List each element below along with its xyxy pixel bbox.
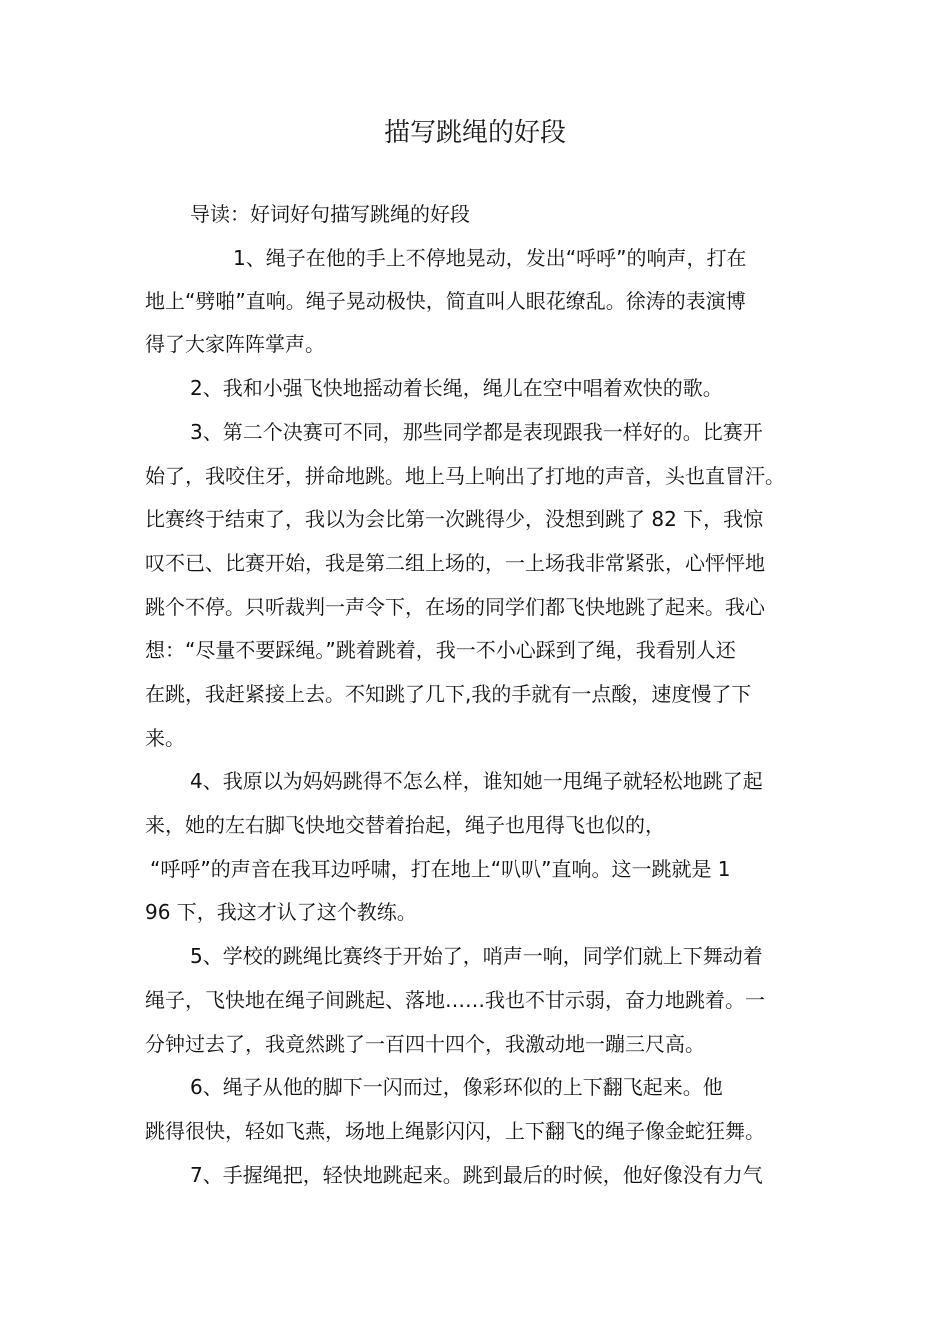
text-line: 始了，我咬住牙，拼命地跳。地上马上响出了打地的声音，头也直冒汗。 <box>145 464 785 488</box>
text-line: 地上“劈啪”直响。绳子晃动极快，简直叫人眼花缭乱。徐涛的表演博 <box>145 289 746 313</box>
text-line: 6、绳子从他的脚下一闪而过，像彩环似的上下翻飞起来。他 <box>190 1075 723 1099</box>
text-line: 来。 <box>145 726 185 750</box>
text-line: 1、绳子在他的手上不停地晃动，发出“呼呼”的响声，打在 <box>233 246 747 270</box>
text-line: 跳个不停。只听裁判一声令下，在场的同学们都飞快地跳了起来。我心 <box>145 595 765 619</box>
text-line: 想：“尽量不要踩绳。”跳着跳着，我一不小心踩到了绳，我看别人还 <box>145 638 736 662</box>
text-line: 5、学校的跳绳比赛终于开始了，哨声一响，同学们就上下舞动着 <box>190 944 763 968</box>
text-line: 在跳，我赶紧接上去。不知跳了几下,我的手就有一点酸，速度慢了下 <box>145 682 752 706</box>
text-line: 得了大家阵阵掌声。 <box>145 332 325 356</box>
intro-line: 导读：好词好句描写跳绳的好段 <box>190 202 470 226</box>
text-line: “呼呼”的声音在我耳边呼啸，打在地上“叭叭”直响。这一跳就是 1 <box>150 857 731 881</box>
text-line: 叹不已、比赛开始，我是第二组上场的，一上场我非常紧张，心怦怦地 <box>145 551 765 575</box>
text-line: 7、手握绳把，轻快地跳起来。跳到最后的时候，他好像没有力气 <box>190 1163 763 1187</box>
text-line: 绳子，飞快地在绳子间跳起、落地……我也不甘示弱，奋力地跳着。一 <box>145 988 765 1012</box>
text-line: 跳得很快，轻如飞燕，场地上绳影闪闪，上下翻飞的绳子像金蛇狂舞。 <box>145 1119 765 1143</box>
text-line: 4、我原以为妈妈跳得不怎么样，谁知她一甩绳子就轻松地跳了起 <box>190 769 763 793</box>
document-title: 描写跳绳的好段 <box>383 118 566 148</box>
text-line: 来，她的左右脚飞快地交替着抬起，绳子也甩得飞也似的， <box>145 813 665 837</box>
text-line: 96 下，我这才认了这个教练。 <box>145 900 417 924</box>
text-line: 2、我和小强飞快地摇动着长绳，绳儿在空中唱着欢快的歌。 <box>190 376 723 400</box>
text-line: 比赛终于结束了，我以为会比第一次跳得少，没想到跳了 82 下，我惊 <box>145 507 764 531</box>
text-line: 3、第二个决赛可不同，那些同学都是表现跟我一样好的。比赛开 <box>190 420 763 444</box>
text-line: 分钟过去了，我竟然跳了一百四十四个，我激动地一蹦三尺高。 <box>145 1032 705 1056</box>
